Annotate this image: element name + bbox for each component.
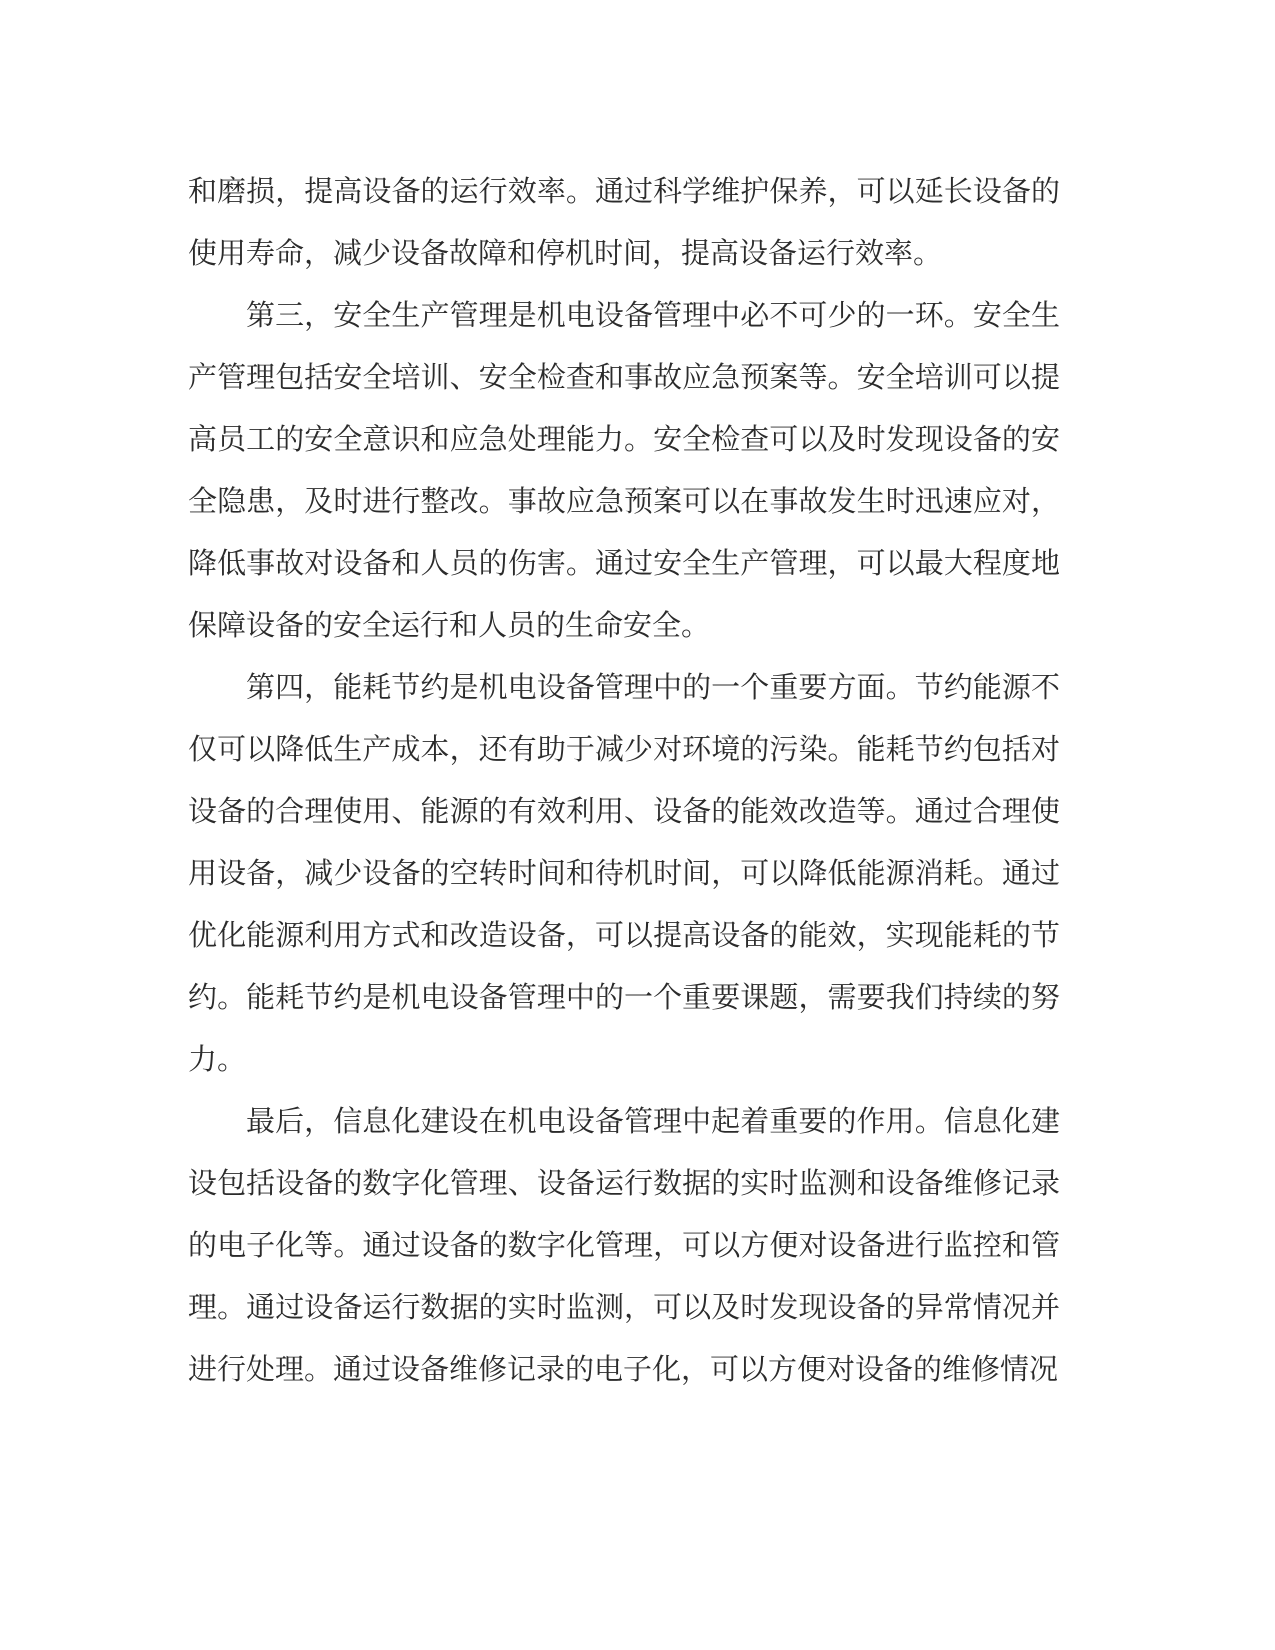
paragraph-fourth-energy-saving: 第四，能耗节约是机电设备管理中的一个重要方面。节约能源不仅可以降低生产成本，还有助于减少对环境的污染。能耗节约包括对设备的合理使用、能源的有效利用、设备的能效改造等。通过合理使用设备，减少设备的空转时间和待机时间，可以降低能源消耗。通过优化能源利用方式和改造设备，可以提高设备的能效，实现能耗的节约。能耗节约是机电设备管理中的一个重要课题，需要我们持续的努力。	[188, 670, 1060, 1076]
paragraph-continuation-maintenance: 和磨损，提高设备的运行效率。通过科学维护保养，可以延长设备的使用寿命，减少设备故障和停机时间，提高设备运行效率。	[188, 174, 1060, 270]
document-text-body	[188, 160, 1060, 1400]
paragraph-last-informatization: 最后，信息化建设在机电设备管理中起着重要的作用。信息化建设包括设备的数字化管理、设备运行数据的实时监测和设备维修记录的电子化等。通过设备的数字化管理，可以方便对设备进行监控和管理。通过设备运行数据的实时监测，可以及时发现设备的异常情况并进行处理。通过设备维修记录的电子化，可以方便对设备的维修情况	[188, 1104, 1060, 1386]
paragraph-third-safety-management: 第三，安全生产管理是机电设备管理中必不可少的一环。安全生产管理包括安全培训、安全检查和事故应急预案等。安全培训可以提高员工的安全意识和应急处理能力。安全检查可以及时发现设备的安全隐患，及时进行整改。事故应急预案可以在事故发生时迅速应对，降低事故对设备和人员的伤害。通过安全生产管理，可以最大程度地保障设备的安全运行和人员的生命安全。	[188, 298, 1060, 642]
